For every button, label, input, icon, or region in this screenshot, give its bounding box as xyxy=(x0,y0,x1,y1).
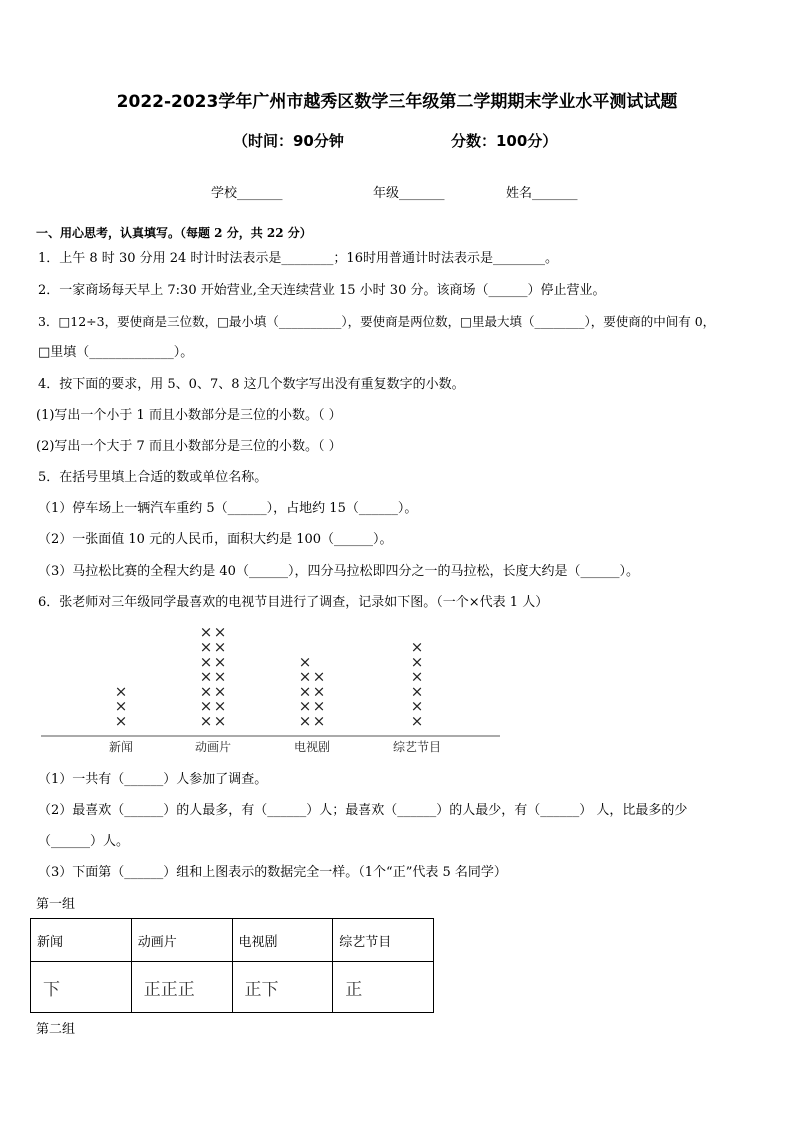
tally-mark: × xyxy=(199,712,213,730)
category-label: 综艺节目 xyxy=(392,740,442,754)
tally-cell: 正正正 xyxy=(131,962,232,1013)
question-4-2: (2)写出一个大于 7 而且小数部分是三位的小数。（ ） xyxy=(36,439,342,454)
exam-time: （时间：90分钟 xyxy=(233,132,344,150)
question-3-line1: 3．□12÷3，要使商是三位数，□最小填（__________），要使商是两位数，□里最大填（________），要使商的中间有 0， xyxy=(38,314,716,329)
tally-mark: × xyxy=(410,712,424,730)
name-field: 姓名_______ xyxy=(506,186,578,201)
category-label: 动画片 xyxy=(194,740,232,754)
tally-mark: × xyxy=(114,697,128,716)
question-4-1: (1)写出一个小于 1 而且小数部分是三位的小数。（ ） xyxy=(36,408,342,423)
page-title: 2022-2023学年广州市越秀区数学三年级第二学期期末学业水平测试试题 xyxy=(116,92,678,112)
tally-cell: 正下 xyxy=(232,962,333,1013)
group-1-table xyxy=(30,918,434,1013)
tally-mark: × xyxy=(410,652,424,671)
tally-mark: × xyxy=(312,667,326,686)
question-3-line2: □里填（_____________）。 xyxy=(38,345,194,360)
tally-mark: × xyxy=(199,667,213,686)
question-5-2: （2）一张面值 10 元的人民币，面积大约是 100（______）。 xyxy=(38,532,393,547)
tally-mark: × xyxy=(213,667,227,686)
tally-mark: × xyxy=(312,682,326,701)
question-6-1: （1）一共有（______）人参加了调查。 xyxy=(38,772,268,787)
tally-mark: × xyxy=(213,652,227,671)
tally-mark: × xyxy=(213,623,227,642)
table-header-cell: 综艺节目 xyxy=(333,919,434,962)
table-header-cell: 新闻 xyxy=(31,919,132,962)
group-2-label: 第二组 xyxy=(36,1022,76,1037)
question-6-3: （3）下面第（______）组和上图表示的数据完全一样。（1个“正”代表 5 名同学） xyxy=(38,865,507,880)
tally-mark: × xyxy=(410,667,424,686)
tally-mark: × xyxy=(199,638,213,656)
question-2: 2．一家商场每天早上 7:30 开始营业,全天连续营业 15 小时 30 分。该商场（______）停止营业。 xyxy=(38,283,606,298)
table-header-cell: 电视剧 xyxy=(232,919,333,962)
tally-mark: × xyxy=(298,697,312,716)
category-label: 新闻 xyxy=(108,740,134,754)
tally-mark: × xyxy=(410,697,424,716)
tally-chart xyxy=(36,615,506,760)
tally-mark: × xyxy=(114,682,128,701)
tally-mark: × xyxy=(410,682,424,701)
question-1: 1．上午 8 时 30 分用 24 时计时法表示是________；16时用普通计时法表示是________。 xyxy=(38,251,558,266)
tally-cell: 下 xyxy=(31,962,132,1013)
question-5: 5．在括号里填上合适的数或单位名称。 xyxy=(38,470,268,485)
tally-mark: × xyxy=(199,697,213,716)
tally-mark: × xyxy=(312,712,326,730)
grade-field: 年级_______ xyxy=(373,186,445,201)
question-6-2-line2: （______）人。 xyxy=(38,834,130,849)
question-5-1: （1）停车场上一辆汽车重约 5（______），占地约 15（______）。 xyxy=(38,501,418,516)
group-1-label: 第一组 xyxy=(36,897,76,912)
tally-mark: × xyxy=(312,697,326,716)
tally-mark: × xyxy=(213,697,227,716)
tally-mark: × xyxy=(199,652,213,671)
tally-mark: × xyxy=(298,652,312,671)
question-5-3: （3）马拉松比赛的全程大约是 40（______），四分马拉松即四分之一的马拉松，长度大约是（______）。 xyxy=(38,564,639,579)
tally-cell: 正 xyxy=(333,962,434,1013)
tally-mark: × xyxy=(199,682,213,701)
school-field: 学校_______ xyxy=(211,186,283,201)
tally-mark: × xyxy=(199,623,213,642)
tally-mark: × xyxy=(213,712,227,730)
section-heading: 一、用心思考，认真填写。（每题 2 分，共 22 分） xyxy=(36,226,312,240)
exam-score: 分数：100分） xyxy=(451,132,558,150)
table-header-cell: 动画片 xyxy=(131,919,232,962)
question-6-2-line1: （2）最喜欢（______）的人最多，有（______）人；最喜欢（______）的人最少，有（______） 人，比最多的少 xyxy=(38,803,688,818)
tally-mark: × xyxy=(298,682,312,701)
tally-mark: × xyxy=(213,638,227,656)
tally-mark: × xyxy=(410,638,424,656)
tally-mark: × xyxy=(213,682,227,701)
tally-mark: × xyxy=(298,667,312,686)
question-4: 4．按下面的要求，用 5、0、7、8 这几个数字写出没有重复数字的小数。 xyxy=(38,377,465,392)
tally-mark: × xyxy=(114,712,128,730)
category-label: 电视剧 xyxy=(293,740,331,754)
question-6: 6．张老师对三年级同学最喜欢的电视节目进行了调查，记录如下图。（一个×代表 1 人） xyxy=(38,595,549,610)
tally-mark: × xyxy=(298,712,312,730)
